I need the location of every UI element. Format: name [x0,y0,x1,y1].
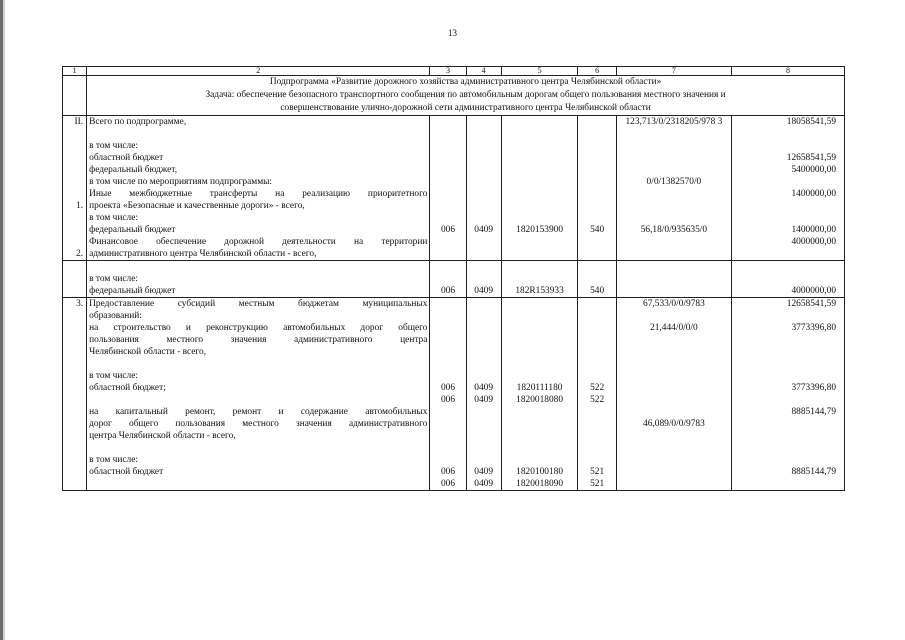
sum-cell: 4000000,00 [791,286,836,296]
row-name: Предоставление субсидий местным бюджетам муниципальных [89,299,428,309]
code-cell: 522 [590,395,605,405]
code-cell: 0409 [474,383,494,393]
code-cell: 522 [590,383,605,393]
indicator-cell: 56,18/0/935635/0 [640,225,708,235]
sum-cell: 5400000,00 [791,165,836,175]
row-text: в том числе: [89,455,138,465]
header-col-1: 1 [63,67,87,76]
code-cell: 1820153900 [516,225,563,235]
task-line-1: Задача: обеспечение безопасного транспортного сообщения по автомобильным дорогам общего пользования местного значения и [205,90,726,100]
code-cell: 1820018080 [516,395,563,405]
row-name: административного центра Челябинской области - всего, [89,249,317,259]
code-cell: 0409 [474,395,494,405]
table-row-r2-fed [63,261,845,298]
row-name: центра Челябинской области - всего, [89,431,236,441]
indicator-cell: 46,089/0/0/9783 [643,419,705,429]
row-text: областной бюджет; [89,383,166,393]
code-cell: 1820100180 [516,467,563,477]
code-cell: 006 [440,225,456,235]
code-cell: 006 [440,383,456,393]
code-cell: 0409 [474,467,494,477]
row-name: образований: [89,311,142,321]
subprogram-row [63,76,845,116]
header-col-7: 7 [616,67,731,76]
row-text: в том числе: [89,141,138,151]
header-col-2: 2 [87,67,430,76]
header-col-3: 3 [430,67,466,76]
row-number: 3. [76,299,84,309]
code-cell: 521 [590,479,605,489]
row-text: в том числе: [89,371,138,381]
row-text: областной бюджет [89,153,164,163]
sum-cell: 3773396,80 [791,383,836,393]
row-text: в том числе по мероприятиям подпрограммы: [89,177,273,187]
header-row [63,67,845,76]
code-cell: 540 [590,286,605,296]
header-col-8: 8 [731,67,844,76]
indicator-cell: 123,713/0/2318205/978 3 [625,117,723,127]
sum-cell: 1400000,00 [791,189,836,199]
code-cell: 182R153933 [515,286,564,296]
sum-cell: 18058541,59 [786,117,836,127]
row-text: областной бюджет [89,467,164,477]
subprogram-heading [87,76,845,116]
row-name: на капитальный ремонт, ремонт и содержание автомобильных [89,407,428,417]
sum-cell: 8885144,79 [791,407,836,417]
code-cell: 521 [590,467,605,477]
row-text: федеральный бюджет, [89,165,178,175]
sum-cell: 1400000,00 [791,225,836,235]
row-number: II. [74,117,84,127]
row-text: федеральный бюджет [89,286,176,296]
code-cell: 006 [440,286,456,296]
code-cell: 0409 [474,479,494,489]
row-name: Финансовое обеспечение дорожной деятельности на территории [89,237,428,247]
row-name: пользования местного значения административного центра [89,335,428,345]
code-cell: 0409 [474,225,494,235]
code-cell: 540 [590,225,605,235]
row-text: федеральный бюджет [89,225,176,235]
code-cell: 0409 [474,286,494,296]
row-text: в том числе: [89,213,138,223]
indicator-cell: 67,533/0/0/9783 [643,299,705,309]
row-text: в том числе: [89,274,138,284]
row-name: Всего по подпрограмме, [89,117,187,127]
sum-cell: 12658541,59 [786,153,836,163]
indicator-cell: 21,444/0/0/0 [650,323,698,333]
header-col-5: 5 [501,67,578,76]
row-name: Челябинской области - всего, [89,347,207,357]
code-cell: 006 [440,467,456,477]
row-number: 1. [76,201,84,211]
sum-cell: 12658541,59 [786,299,836,309]
sum-cell: 4000000,00 [791,237,836,247]
code-cell: 006 [440,395,456,405]
sum-cell: 3773396,80 [791,323,836,333]
sum-cell: 8885144,79 [791,467,836,477]
indicator-cell: 0/0/1382570/0 [646,177,702,187]
header-col-4: 4 [466,67,501,76]
row-name: дорог общего пользования местного значения административного [89,419,428,429]
page-number: 13 [448,28,457,38]
table-row-r3 [63,298,845,491]
header-col-6: 6 [578,67,616,76]
code-cell: 1820111180 [516,383,563,393]
row-name: проекта «Безопасные и качественные дороги» - всего, [89,201,305,211]
row-name: Иные межбюджетные трансферты на реализацию приоритетного [89,189,428,199]
task-line-2: совершенствование улично-дорожной сети административного центра Челябинской области [280,103,651,113]
subprogram-title: Подпрограмма «Развитие дорожного хозяйства административного центра Челябинской области» [269,77,662,87]
row-name: на строительство и реконструкцию автомобильных дорог общего [89,323,428,333]
table-row-total [63,116,845,261]
budget-table [62,66,845,491]
scan-left-edge-shadow [3,0,5,640]
row-number: 2. [76,249,84,259]
code-cell: 006 [440,479,456,489]
code-cell: 1820018090 [516,479,563,489]
